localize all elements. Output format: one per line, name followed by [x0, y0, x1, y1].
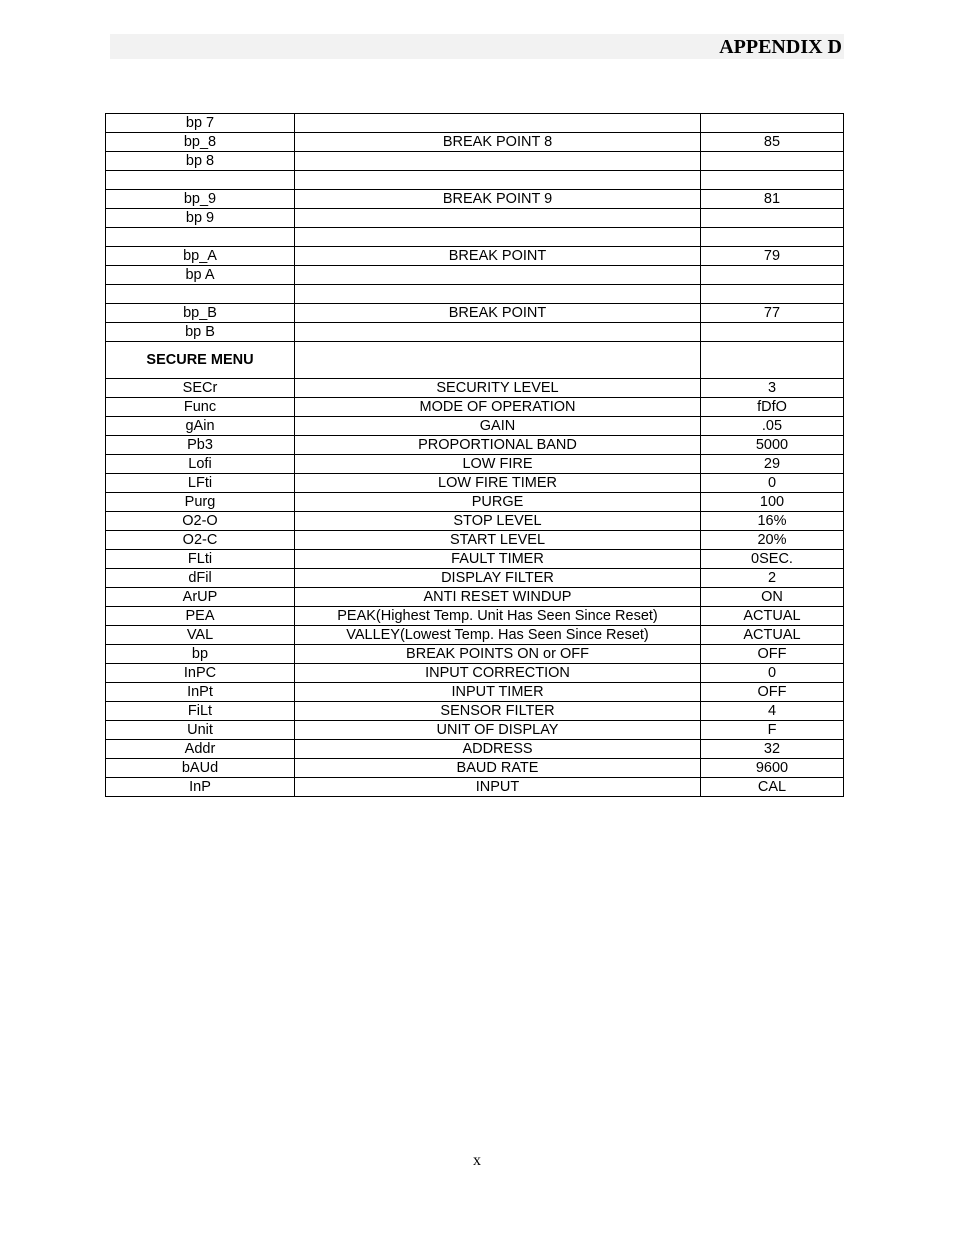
parameter-value-cell: ACTUAL — [701, 626, 844, 645]
page-number: x — [473, 1152, 481, 1169]
parameter-value-cell: 9600 — [701, 759, 844, 778]
parameter-value-cell: .05 — [701, 417, 844, 436]
parameter-value-cell — [701, 323, 844, 342]
parameter-value-cell — [701, 171, 844, 190]
parameter-description-cell: UNIT OF DISPLAY — [295, 721, 701, 740]
parameter-description-cell: BREAK POINT 9 — [295, 190, 701, 209]
parameter-table — [105, 113, 844, 797]
parameter-description-cell — [295, 285, 701, 304]
table-row — [106, 455, 844, 474]
table-row — [106, 209, 844, 228]
table-row — [106, 721, 844, 740]
table-row — [106, 664, 844, 683]
parameter-value-cell: 100 — [701, 493, 844, 512]
table-row — [106, 247, 844, 266]
parameter-description-cell: PEAK(Highest Temp. Unit Has Seen Since Reset) — [295, 607, 701, 626]
table-row — [106, 398, 844, 417]
parameter-code-cell: Pb3 — [106, 436, 295, 455]
parameter-code-cell: bp B — [106, 323, 295, 342]
table-row — [106, 114, 844, 133]
parameter-code-cell: FLti — [106, 550, 295, 569]
parameter-code-cell: bp 9 — [106, 209, 295, 228]
parameter-code-cell — [106, 228, 295, 247]
parameter-description-cell: START LEVEL — [295, 531, 701, 550]
parameter-code-cell: PEA — [106, 607, 295, 626]
table-row — [106, 588, 844, 607]
table-row — [106, 759, 844, 778]
parameter-code-cell: dFil — [106, 569, 295, 588]
parameter-code-cell: Lofi — [106, 455, 295, 474]
parameter-description-cell — [295, 152, 701, 171]
table-row — [106, 531, 844, 550]
page-title: APPENDIX D — [719, 36, 842, 58]
parameter-value-cell: 16% — [701, 512, 844, 531]
parameter-value-cell — [701, 228, 844, 247]
parameter-description-cell: MODE OF OPERATION — [295, 398, 701, 417]
table-row — [106, 285, 844, 304]
table-row — [106, 683, 844, 702]
parameter-description-cell: VALLEY(Lowest Temp. Has Seen Since Reset) — [295, 626, 701, 645]
parameter-value-cell: ON — [701, 588, 844, 607]
parameter-description-cell: PROPORTIONAL BAND — [295, 436, 701, 455]
table-row — [106, 304, 844, 323]
parameter-description-cell: STOP LEVEL — [295, 512, 701, 531]
parameter-value-cell: 77 — [701, 304, 844, 323]
table-row — [106, 323, 844, 342]
parameter-value-cell: CAL — [701, 778, 844, 797]
parameter-description-cell: SECURITY LEVEL — [295, 379, 701, 398]
parameter-code-cell: Addr — [106, 740, 295, 759]
section-row — [106, 342, 844, 379]
table-row — [106, 702, 844, 721]
parameter-description-cell — [295, 228, 701, 247]
parameter-value-cell — [701, 285, 844, 304]
table-row — [106, 778, 844, 797]
table-row — [106, 417, 844, 436]
parameter-code-cell: SECr — [106, 379, 295, 398]
table-row — [106, 228, 844, 247]
table-row — [106, 626, 844, 645]
table-row — [106, 740, 844, 759]
parameter-value-cell — [701, 152, 844, 171]
parameter-description-cell: FAULT TIMER — [295, 550, 701, 569]
parameter-description-cell: SENSOR FILTER — [295, 702, 701, 721]
parameter-description-cell — [295, 323, 701, 342]
parameter-code-cell: bp A — [106, 266, 295, 285]
parameter-code-cell: bp — [106, 645, 295, 664]
parameter-value-cell: F — [701, 721, 844, 740]
parameter-description-cell: GAIN — [295, 417, 701, 436]
table-row — [106, 266, 844, 285]
table-row — [106, 190, 844, 209]
table-row — [106, 436, 844, 455]
table-row — [106, 607, 844, 626]
parameter-code-cell: Purg — [106, 493, 295, 512]
parameter-description-cell: ADDRESS — [295, 740, 701, 759]
table-row — [106, 645, 844, 664]
parameter-value-cell: 32 — [701, 740, 844, 759]
parameter-code-cell — [106, 171, 295, 190]
table-row — [106, 569, 844, 588]
parameter-code-cell: O2-C — [106, 531, 295, 550]
parameter-code-cell: bp 8 — [106, 152, 295, 171]
parameter-description-cell — [295, 266, 701, 285]
table-row — [106, 133, 844, 152]
parameter-value-cell: ACTUAL — [701, 607, 844, 626]
parameter-description-cell: BREAK POINT 8 — [295, 133, 701, 152]
parameter-description-cell — [295, 114, 701, 133]
parameter-value-cell: 29 — [701, 455, 844, 474]
table-row — [106, 550, 844, 569]
parameter-value-cell: 79 — [701, 247, 844, 266]
parameter-code-cell — [106, 285, 295, 304]
table-row — [106, 493, 844, 512]
parameter-value-cell: OFF — [701, 645, 844, 664]
parameter-value-cell: 85 — [701, 133, 844, 152]
parameter-code-cell: bp_B — [106, 304, 295, 323]
parameter-value-cell — [701, 342, 844, 379]
parameter-description-cell: ANTI RESET WINDUP — [295, 588, 701, 607]
parameter-code-cell: Func — [106, 398, 295, 417]
parameter-value-cell — [701, 209, 844, 228]
parameter-description-cell: LOW FIRE TIMER — [295, 474, 701, 493]
parameter-value-cell — [701, 114, 844, 133]
parameter-code-cell: bp_9 — [106, 190, 295, 209]
parameter-code-cell: Unit — [106, 721, 295, 740]
parameter-code-cell: bp_8 — [106, 133, 295, 152]
parameter-description-cell: LOW FIRE — [295, 455, 701, 474]
parameter-value-cell: 0 — [701, 474, 844, 493]
parameter-value-cell: 0 — [701, 664, 844, 683]
parameter-value-cell: OFF — [701, 683, 844, 702]
parameter-code-cell: ArUP — [106, 588, 295, 607]
table-row — [106, 474, 844, 493]
parameter-description-cell: INPUT TIMER — [295, 683, 701, 702]
parameter-code-cell: InPt — [106, 683, 295, 702]
parameter-value-cell: 3 — [701, 379, 844, 398]
parameter-code-cell: FiLt — [106, 702, 295, 721]
table-row — [106, 379, 844, 398]
parameter-description-cell: DISPLAY FILTER — [295, 569, 701, 588]
table-row — [106, 171, 844, 190]
parameter-code-cell: gAin — [106, 417, 295, 436]
parameter-description-cell: BAUD RATE — [295, 759, 701, 778]
parameter-code-cell: O2-O — [106, 512, 295, 531]
parameter-value-cell: 20% — [701, 531, 844, 550]
parameter-value-cell: 0SEC. — [701, 550, 844, 569]
parameter-description-cell — [295, 342, 701, 379]
section-label: SECURE MENU — [106, 342, 295, 379]
parameter-description-cell: PURGE — [295, 493, 701, 512]
parameter-description-cell: BREAK POINT — [295, 247, 701, 266]
parameter-description-cell: BREAK POINT — [295, 304, 701, 323]
table-row — [106, 512, 844, 531]
parameter-description-cell: BREAK POINTS ON or OFF — [295, 645, 701, 664]
parameter-value-cell: 81 — [701, 190, 844, 209]
parameter-code-cell: InP — [106, 778, 295, 797]
table-row — [106, 152, 844, 171]
parameter-value-cell — [701, 266, 844, 285]
parameter-value-cell: 4 — [701, 702, 844, 721]
parameter-value-cell: 2 — [701, 569, 844, 588]
parameter-description-cell — [295, 209, 701, 228]
parameter-description-cell — [295, 171, 701, 190]
parameter-code-cell: VAL — [106, 626, 295, 645]
parameter-code-cell: bAUd — [106, 759, 295, 778]
parameter-description-cell: INPUT — [295, 778, 701, 797]
parameter-description-cell: INPUT CORRECTION — [295, 664, 701, 683]
parameter-code-cell: InPC — [106, 664, 295, 683]
parameter-code-cell: LFti — [106, 474, 295, 493]
parameter-value-cell: 5000 — [701, 436, 844, 455]
parameter-code-cell: bp_A — [106, 247, 295, 266]
parameter-code-cell: bp 7 — [106, 114, 295, 133]
parameter-value-cell: fDfO — [701, 398, 844, 417]
parameter-table-body — [106, 114, 844, 797]
